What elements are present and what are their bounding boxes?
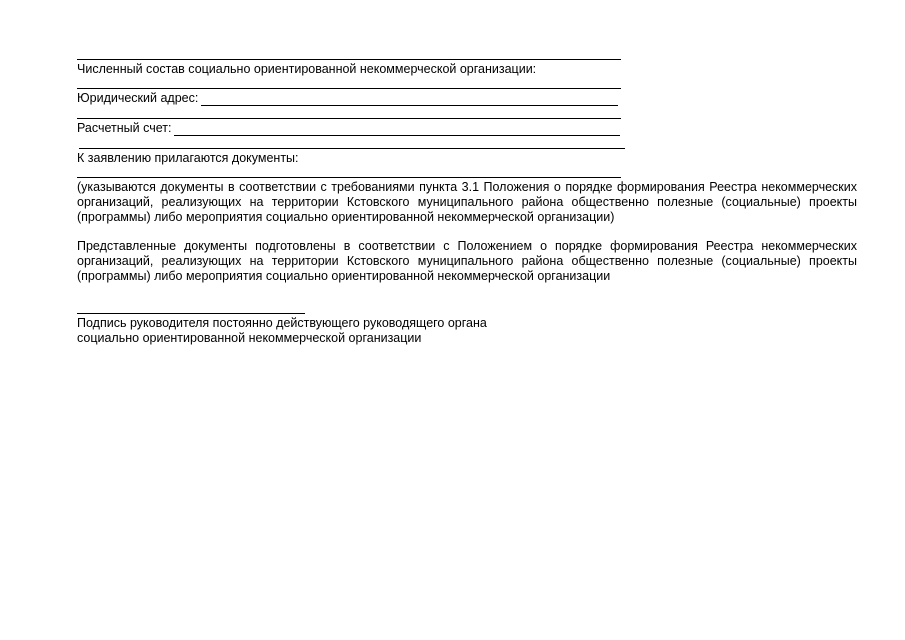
attachments-field[interactable] [77,177,621,178]
blank-line-account-2[interactable] [79,148,625,149]
signature-line[interactable] [77,313,305,314]
signature-caption [77,316,487,346]
legal-address-label: Юридический адрес: [77,91,199,105]
attachments-label: К заявлению прилагаются документы: [77,151,299,165]
account-field[interactable] [174,123,620,136]
blank-line-top [77,59,621,60]
account-label: Расчетный счет: [77,121,172,135]
blank-line-address-2[interactable] [77,118,621,119]
signature-caption-line-2: социально ориентированной некоммерческой организации [77,331,422,345]
members-count-label: Численный состав социально ориентированной некоммерческой организации: [77,62,537,76]
legal-address-field[interactable] [201,93,618,106]
members-count-field[interactable] [77,88,621,89]
account-row [77,121,620,136]
legal-address-row [77,91,618,106]
signature-caption-line-1: Подпись руководителя постоянно действующего руководящего органа [77,316,487,330]
attachments-note: (указываются документы в соответствии с требованиями пункта 3.1 Положения о порядке формирования Реестра некоммерческих организаций, реализующих на территории Кстовского муниципального района общественно полезные (социальные) проекты (программы) либо мероприятия социально ориентированной некоммерческой организации) [77,180,857,224]
declaration-paragraph: Представленные документы подготовлены в соответствии с Положением о порядке формирования Реестра некоммерческих организаций, реализующих на территории Кстовского муниципального района общественно полезные (социальные) проекты (программы) либо мероприятия социально ориентированной некоммерческой организации [77,239,857,283]
